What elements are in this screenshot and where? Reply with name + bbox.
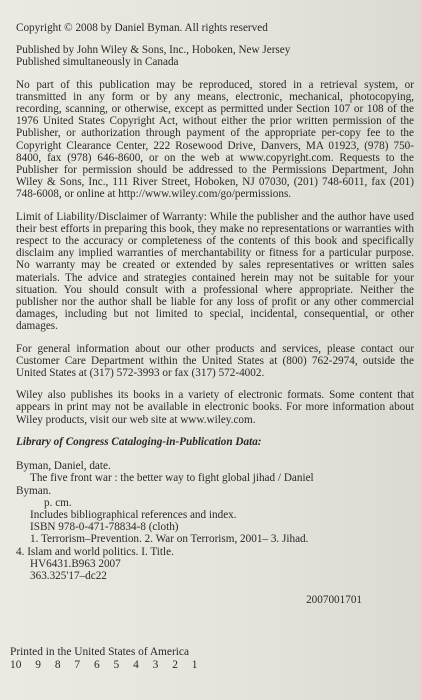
- cip-heading: Library of Congress Cataloging-in-Publication Data:: [16, 435, 262, 448]
- print-number: 6: [93, 659, 100, 671]
- publisher-line: Published by John Wiley & Sons, Inc., Hoboken, New Jersey: [16, 44, 291, 57]
- print-number: 10: [10, 659, 22, 671]
- print-number: 4: [133, 659, 139, 671]
- permissions-paragraph: No part of this publication may be reproduced, stored in a retrieval system, or transmitted in any form or by any means, electronic, mechanical, photocopying, recording, scanning, or otherwise, except as permitted under Section 107 or 108 of the 1976 United States Copyright Act, without either the prior written permission of the Publisher, or authorization through payment of the appropriate per-copy fee to the Copyright Clearance Center, 222 Rosewood Drive, Danvers, MA 01923, (978) 750-8400, fax (978) 646-8600, or on the web at www.copyright.com. Requests to the Publisher for permission should be addressed to the Permissions Department, John Wiley & Sons, Inc., 111 River Street, Hoboken, NJ 07030, (201) 748-6011, fax (201) 748-6008, or online at http://www.wiley.com/go/permissions.: [16, 78, 414, 201]
- printed-in-line: Printed in the United States of America: [10, 646, 190, 658]
- cip-title-entry-continued: Byman.: [16, 484, 52, 497]
- printing-number-line: [10, 659, 390, 672]
- copyright-line: Copyright © 2008 by Daniel Byman. All rights reserved: [16, 22, 268, 34]
- print-number: 1: [191, 659, 198, 671]
- published-canada-line: Published simultaneously in Canada: [16, 56, 179, 69]
- cip-dewey: 363.325'17–dc22: [30, 569, 107, 582]
- copyright-content: [16, 22, 414, 606]
- cip-title-entry: The five front war : the better way to fight global jihad / Daniel: [30, 472, 314, 485]
- cip-author: Byman, Daniel, date.: [16, 460, 111, 473]
- cip-lccn: 2007001701: [306, 594, 362, 607]
- liability-disclaimer-paragraph: Limit of Liability/Disclaimer of Warranty: While the publisher and the author have used their best efforts in preparing this book, they make no representations or warranties with respect to the accuracy or completeness of the contents of this book and specifically disclaim any implied warranties of merchantability or fitness for a particular purpose. No warranty may be created or extended by sales representatives or written sales materials. The advice and strategies contained herein may not be suitable for your situation. You should consult with a professional where appropriate. Neither the publisher nor the author shall be liable for any loss of profit or any other commercial damages, including but not limited to special, incidental, consequential, or other damages.: [16, 210, 414, 333]
- cip-subjects-line2: 4. Islam and world politics. I. Title.: [16, 545, 174, 558]
- general-information-paragraph: For general information about our other products and services, please contact our Customer Care Department within the United States at (800) 762-2974, outside the United States at (317) 572-3993 or fax (317) 572-4002.: [16, 342, 414, 380]
- cip-isbn: ISBN 978-0-471-78834-8 (cloth): [30, 521, 179, 534]
- electronic-formats-paragraph: Wiley also publishes its books in a variety of electronic formats. Some content that appears in print may not be available in electronic books. For more information about Wiley products, visit our web site at www.wiley.com.: [16, 389, 414, 426]
- print-number: 9: [35, 659, 41, 671]
- publisher-info: [16, 44, 414, 68]
- cip-subjects-line1: 1. Terrorism–Prevention. 2. War on Terrorism, 2001– 3. Jihad.: [30, 533, 309, 546]
- printing-info: [10, 646, 390, 672]
- print-number: 7: [74, 659, 81, 671]
- cip-classification: HV6431.B963 2007: [30, 557, 121, 570]
- cip-notes: Includes bibliographical references and index.: [30, 508, 237, 521]
- print-number: 3: [152, 659, 159, 671]
- print-number: 2: [172, 659, 178, 671]
- print-number: 5: [113, 659, 120, 671]
- cip-pages: p. cm.: [44, 496, 72, 509]
- cip-data-block: [16, 460, 414, 606]
- print-number: 8: [54, 659, 61, 671]
